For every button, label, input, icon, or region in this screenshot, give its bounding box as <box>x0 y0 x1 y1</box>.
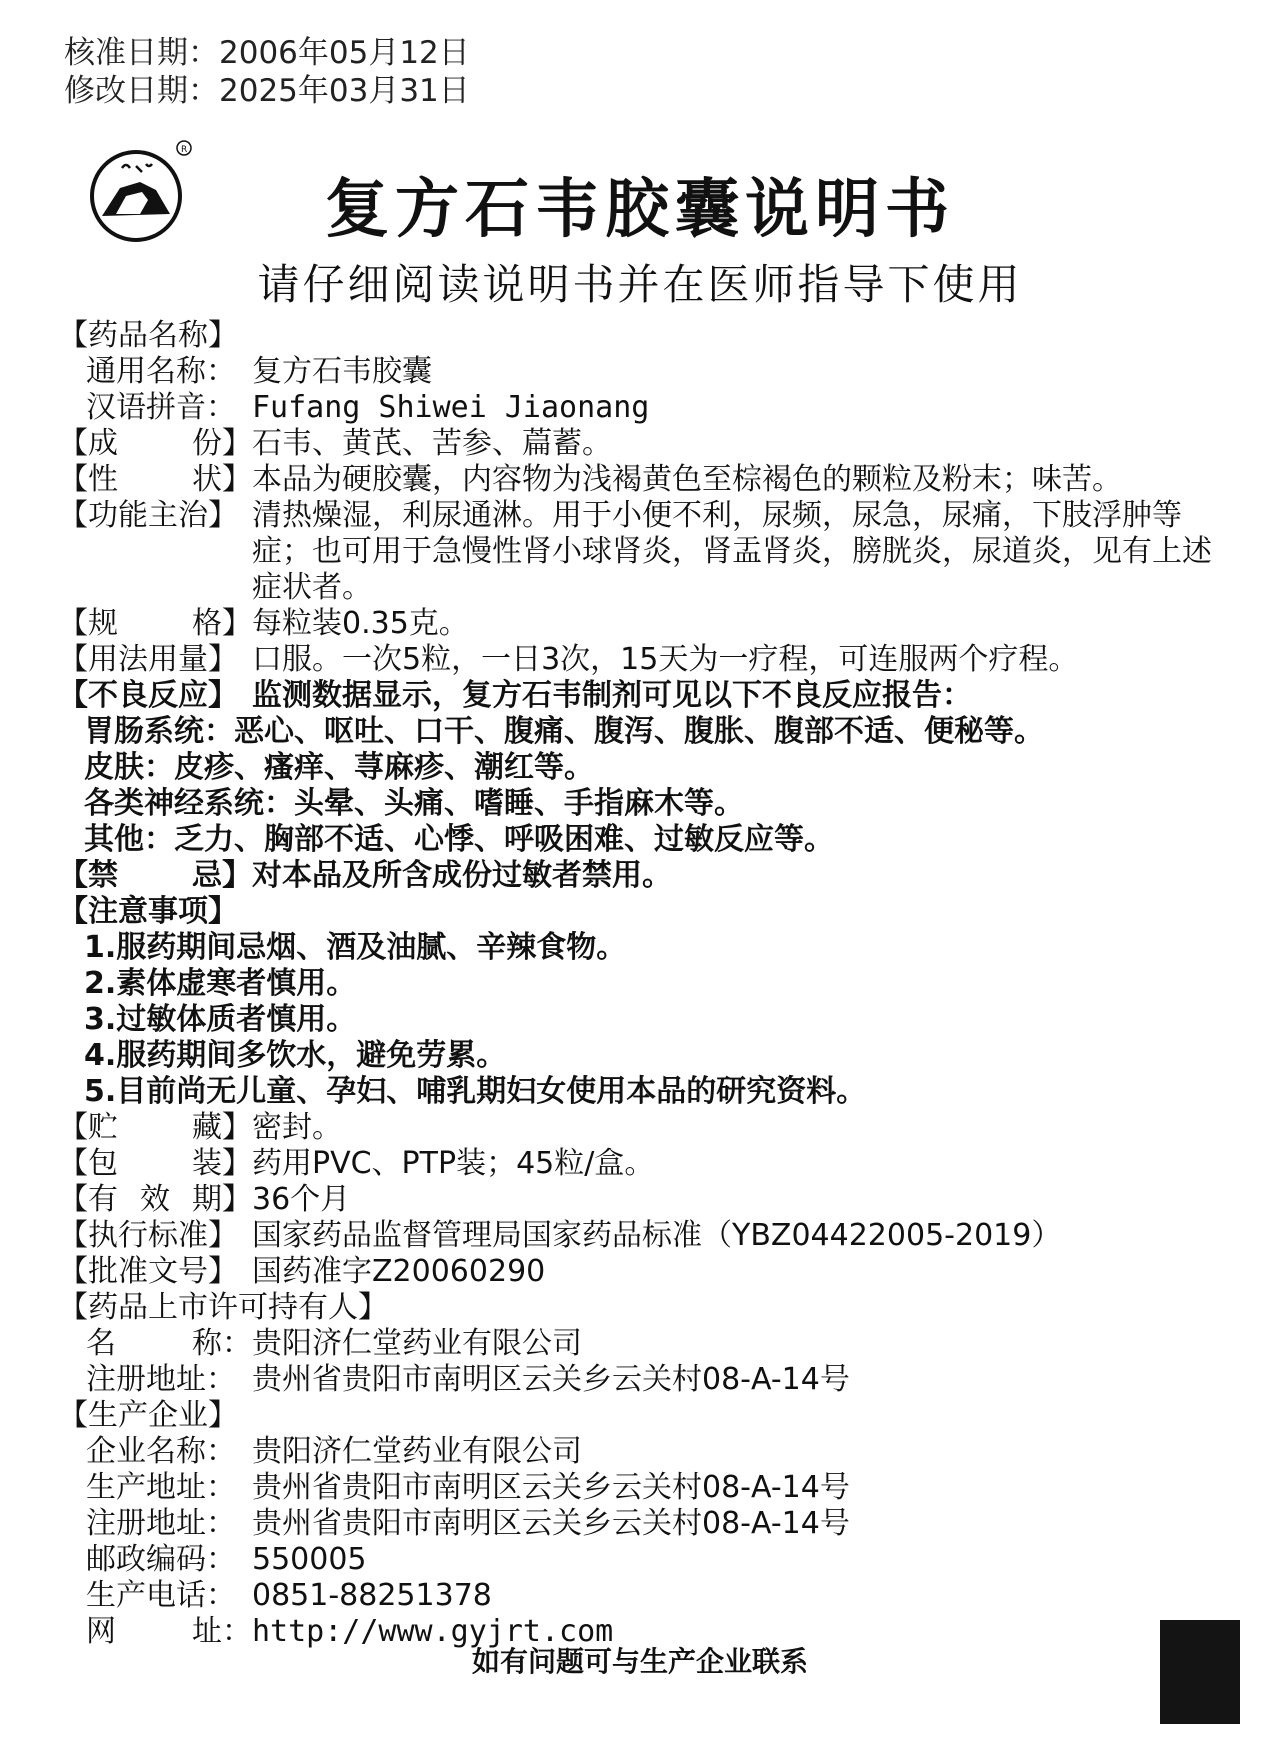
qr-code-icon <box>1160 1620 1240 1724</box>
section-ingredients: 【成 份】 石韦、黄芪、苦参、萹蓄。 <box>58 426 612 461</box>
holder-address-row: 注册地址： 贵州省贵阳市南明区云关乡云关村08-A-14号 <box>86 1362 850 1397</box>
generic-name-row: 通用名称： 复方石韦胶囊 <box>86 354 432 389</box>
adverse-item: 胃肠系统：恶心、呕吐、口干、腹痛、腹泻、腹胀、腹部不适、便秘等。 <box>84 714 1044 749</box>
adverse-item: 各类神经系统：头晕、头痛、嗜睡、手指麻木等。 <box>84 786 744 821</box>
page-title: 复方石韦胶囊说明书 <box>325 173 955 247</box>
section-contraindications: 【禁 忌】 对本品及所含成份过敏者禁用。 <box>58 858 672 893</box>
website-row: 网 址： http://www.gyjrt.com <box>86 1614 614 1649</box>
registered-address-row: 注册地址： 贵州省贵阳市南明区云关乡云关村08-A-14号 <box>86 1506 850 1541</box>
production-address-row: 生产地址： 贵州省贵阳市南明区云关乡云关村08-A-14号 <box>86 1470 850 1505</box>
section-description: 【性 状】 本品为硬胶囊，内容物为浅褐黄色至棕褐色的颗粒及粉末；味苦。 <box>58 462 1122 497</box>
precaution-item: 5.目前尚无儿童、孕妇、哺乳期妇女使用本品的研究资料。 <box>84 1074 867 1109</box>
document-body <box>58 318 1238 1650</box>
adverse-item: 皮肤：皮疹、瘙痒、荨麻疹、潮红等。 <box>84 750 594 785</box>
precaution-item: 4.服药期间多饮水，避免劳累。 <box>84 1038 507 1073</box>
revision-date: 修改日期：2025年03月31日 <box>64 73 470 109</box>
section-precautions: 【注意事项】 <box>58 894 238 929</box>
holder-name-row: 名 称： 贵阳济仁堂药业有限公司 <box>86 1326 582 1361</box>
phone-row: 生产电话： 0851-88251378 <box>86 1578 492 1613</box>
section-dosage: 【用法用量】 口服。一次5粒，一日3次，15天为一疗程，可连服两个疗程。 <box>58 642 1079 677</box>
page-subtitle: 请仔细阅读说明书并在医师指导下使用 <box>257 260 1023 309</box>
precaution-item: 1.服药期间忌烟、酒及油腻、辛辣食物。 <box>84 930 627 965</box>
section-holder: 【药品上市许可持有人】 <box>58 1290 388 1325</box>
website-link[interactable]: http://www.gyjrt.com <box>252 1614 614 1649</box>
manufacturer-name-row: 企业名称： 贵阳济仁堂药业有限公司 <box>86 1434 582 1469</box>
postcode-row: 邮政编码： 550005 <box>86 1542 367 1577</box>
svg-text:R: R <box>181 145 188 155</box>
section-adverse-reactions: 【不良反应】 监测数据显示，复方石韦制剂可见以下不良反应报告： <box>58 678 972 713</box>
section-specification: 【规 格】 每粒装0.35克。 <box>58 606 469 641</box>
pinyin-row: 汉语拼音： Fufang Shiwei Jiaonang <box>86 390 650 425</box>
section-validity: 【有 效 期】 36个月 <box>58 1182 351 1217</box>
section-approval-number: 【批准文号】 国药准字Z20060290 <box>58 1254 546 1289</box>
adverse-item: 其他：乏力、胸部不适、心悸、呼吸困难、过敏反应等。 <box>84 822 834 857</box>
section-drug-name: 【药品名称】 <box>58 318 238 353</box>
section-manufacturer: 【生产企业】 <box>58 1398 238 1433</box>
dates-block <box>64 34 470 110</box>
section-indications: 【功能主治】 清热燥湿，利尿通淋。用于小便不利，尿频，尿急，尿痛，下肢浮肿等症；也可用于急慢性肾小球肾炎，肾盂肾炎，膀胱炎，尿道炎，见有上述症状者。 <box>58 498 1212 605</box>
footer-note: 如有问题可与生产企业联系 <box>471 1645 808 1678</box>
section-storage: 【贮 藏】 密封。 <box>58 1110 342 1145</box>
section-standard: 【执行标准】 国家药品监督管理局国家药品标准（YBZ04422005-2019） <box>58 1218 1062 1253</box>
approval-date: 核准日期：2006年05月12日 <box>64 35 470 71</box>
precaution-item: 3.过敏体质者慎用。 <box>84 1002 357 1037</box>
section-package: 【包 装】 药用PVC、PTP装；45粒/盒。 <box>58 1146 655 1181</box>
precaution-item: 2.素体虚寒者慎用。 <box>84 966 357 1001</box>
